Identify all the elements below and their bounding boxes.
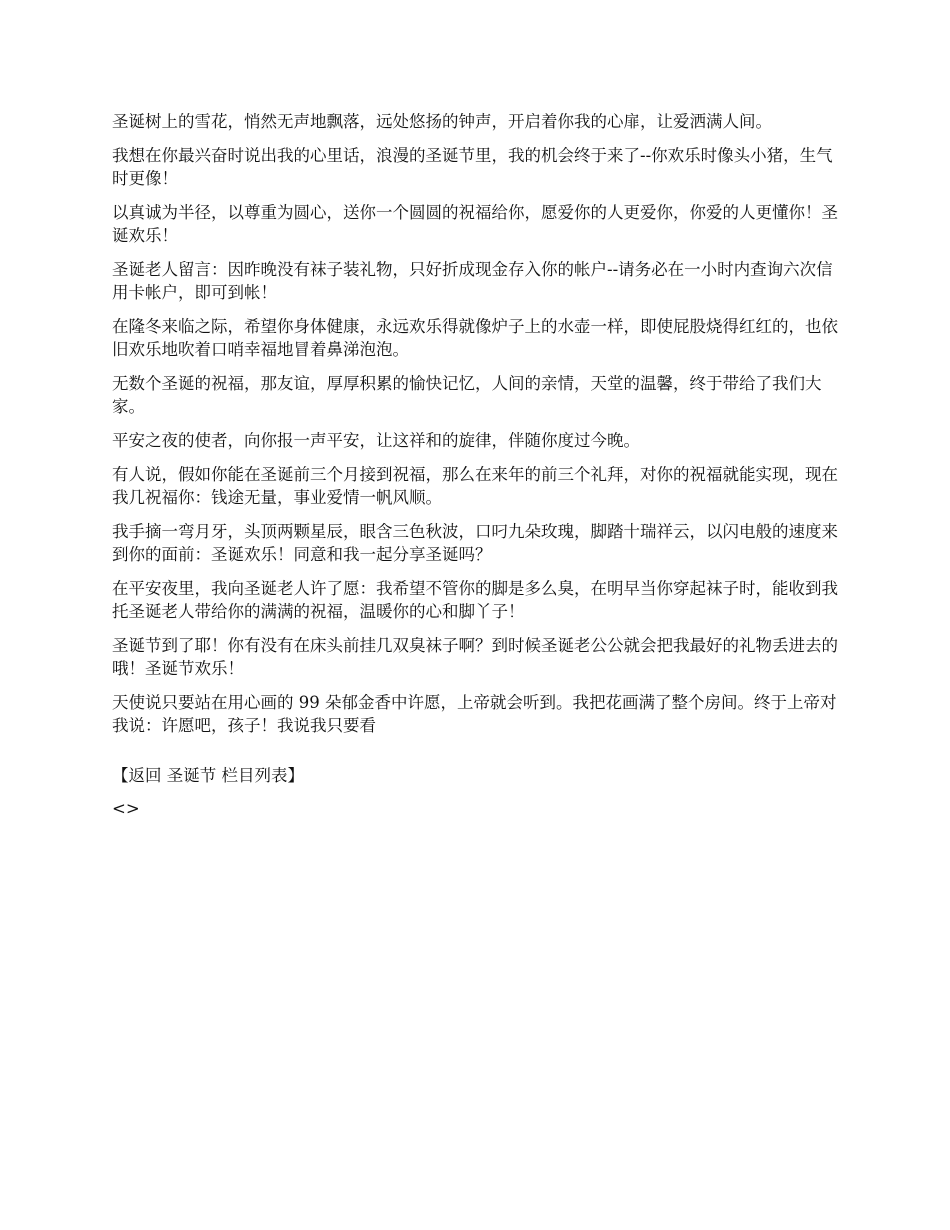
paragraph-11: 圣诞节到了耶！你有没有在床头前挂几双臭袜子啊？到时候圣诞老公公就会把我最好的礼物丢进去的哦！圣诞节欢乐！ xyxy=(112,636,838,678)
back-to-list-link[interactable]: 【返回 圣诞节 栏目列表】 xyxy=(112,766,304,785)
paragraph-5: 在隆冬来临之际，希望你身体健康，永远欢乐得就像炉子上的水壶一样，即使屁股烧得红红的，也依旧欢乐地吹着口哨幸福地冒着鼻涕泡泡。 xyxy=(112,317,838,359)
paragraph-10: 在平安夜里，我向圣诞老人许了愿：我希望不管你的脚是多么臭，在明早当你穿起袜子时，能收到我托圣诞老人带给你的满满的祝福，温暖你的心和脚丫子！ xyxy=(112,579,838,621)
pager-links[interactable]: <> xyxy=(112,799,140,818)
back-to-list-row xyxy=(112,748,842,787)
paragraph-9: 我手摘一弯月牙，头顶两颗星辰，眼含三色秋波，口叼九朵玫瑰，脚踏十瑞祥云，以闪电般的速度来到你的面前：圣诞欢乐！同意和我一起分享圣诞吗？ xyxy=(112,522,838,564)
document-body xyxy=(112,110,842,820)
paragraph-4: 圣诞老人留言：因昨晚没有袜子装礼物，只好折成现金存入你的帐户--请务必在一小时内查询六次信用卡帐户，即可到帐！ xyxy=(112,260,833,302)
paragraph-2: 我想在你最兴奋时说出我的心里话，浪漫的圣诞节里，我的机会终于来了--你欢乐时像头小猪，生气时更像！ xyxy=(112,146,833,188)
paragraph-8: 有人说，假如你能在圣诞前三个月接到祝福，那么在来年的前三个礼拜，对你的祝福就能实现，现在我几祝福你：钱途无量，事业爱情一帆风顺。 xyxy=(112,465,838,507)
paragraph-7: 平安之夜的使者，向你报一声平安，让这祥和的旋律，伴随你度过今晚。 xyxy=(112,431,640,450)
paragraph-12: 天使说只要站在用心画的 99 朵郁金香中许愿，上帝就会听到。我把花画满了整个房间。终于上帝对我说：许愿吧，孩子！我说我只要看 xyxy=(112,693,837,735)
paragraph-1: 圣诞树上的雪花，悄然无声地飘落，远处悠扬的钟声，开启着你我的心扉，让爱洒满人间。 xyxy=(112,112,772,131)
paragraph-3: 以真诚为半径，以尊重为圆心，送你一个圆圆的祝福给你，愿爱你的人更爱你，你爱的人更懂你！圣诞欢乐！ xyxy=(112,203,838,245)
paragraph-6: 无数个圣诞的祝福，那友谊，厚厚积累的愉快记忆，人间的亲情，天堂的温馨，终于带给了我们大家。 xyxy=(112,374,822,416)
